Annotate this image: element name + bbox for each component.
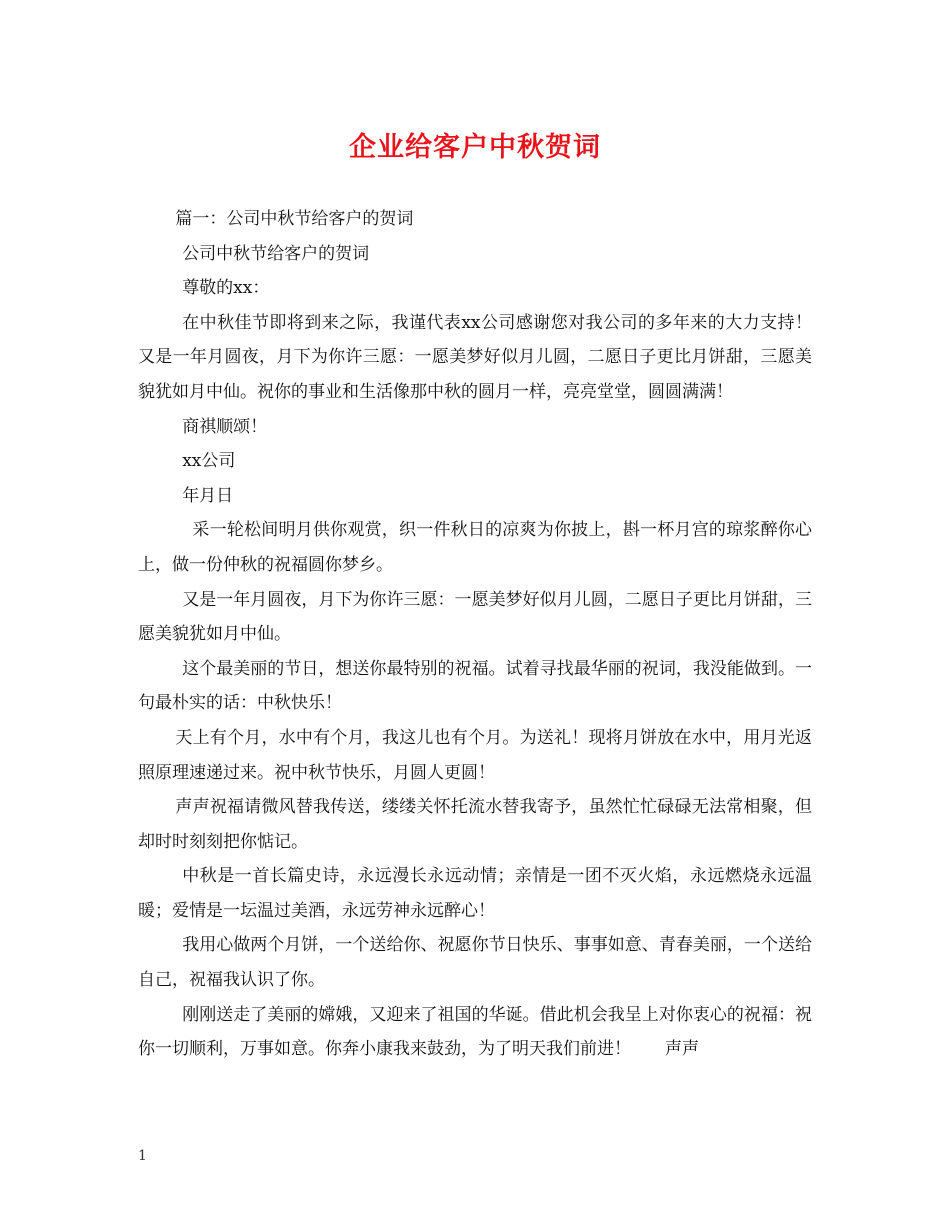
subheading: 公司中秋节给客户的贺词	[182, 243, 370, 264]
paragraph: 采一轮松间明月供你观赏，织一件秋日的凉爽为你披上，斟一杯月宫的琼浆醉你心上，做一份仲秋的祝福圆你梦乡。	[138, 520, 812, 575]
paragraph: 声声祝福请微风替我传送，缕缕关怀托流水替我寄予，虽然忙忙碌碌无法常相聚，但却时时刻刻把你惦记。	[138, 797, 812, 852]
salutation: 尊敬的xx：	[182, 278, 270, 299]
signature-company: xx公司	[182, 451, 236, 472]
paragraph: 我用心做两个月饼，一个送给你、祝愿你节日快乐、事事如意、青春美丽，一个送给自己，祝福我认识了你。	[138, 935, 812, 991]
paragraph: 天上有个月，水中有个月，我这儿也有个月。为送礼！现将月饼放在水中，用月光返照原理速递过来。祝中秋节快乐，月圆人更圆！	[138, 727, 812, 783]
paragraph: 又是一年月圆夜，月下为你许三愿：一愿美梦好似月儿圆，二愿日子更比月饼甜，三愿美貌犹如月中仙。	[138, 589, 812, 645]
closing: 商祺顺颂！	[182, 416, 268, 437]
document-title: 企业给客户中秋贺词	[349, 132, 601, 163]
document-body	[138, 202, 812, 1067]
paragraph: 这个最美丽的节日，想送你最特别的祝福。试着寻找最华丽的祝词，我没能做到。一句最朴实的话：中秋快乐！	[138, 658, 812, 714]
page-number: 1	[138, 1148, 147, 1164]
paragraph: 刚刚送走了美丽的嫦娥，又迎来了祖国的华诞。借此机会我呈上对你衷心的祝福：祝你一切顺利，万事如意。你奔小康我来鼓劲，为了明天我们前进！ 声声	[138, 1004, 812, 1060]
paragraph: 在中秋佳节即将到来之际，我谨代表xx公司感谢您对我公司的多年来的大力支持！又是一年月圆夜，月下为你许三愿：一愿美梦好似月儿圆，二愿日子更比月饼甜，三愿美貌犹如月中仙。祝你的事业和生活像那中秋的圆月一样，亮亮堂堂，圆圆满满！	[138, 312, 812, 402]
paragraph: 中秋是一首长篇史诗，永远漫长永远动情；亲情是一团不灭火焰，永远燃烧永远温暖；爱情是一坛温过美酒，永远劳神永远醉心！	[138, 866, 812, 921]
section-heading: 篇一：公司中秋节给客户的贺词	[175, 209, 414, 229]
signature-date: 年月日	[182, 485, 234, 506]
